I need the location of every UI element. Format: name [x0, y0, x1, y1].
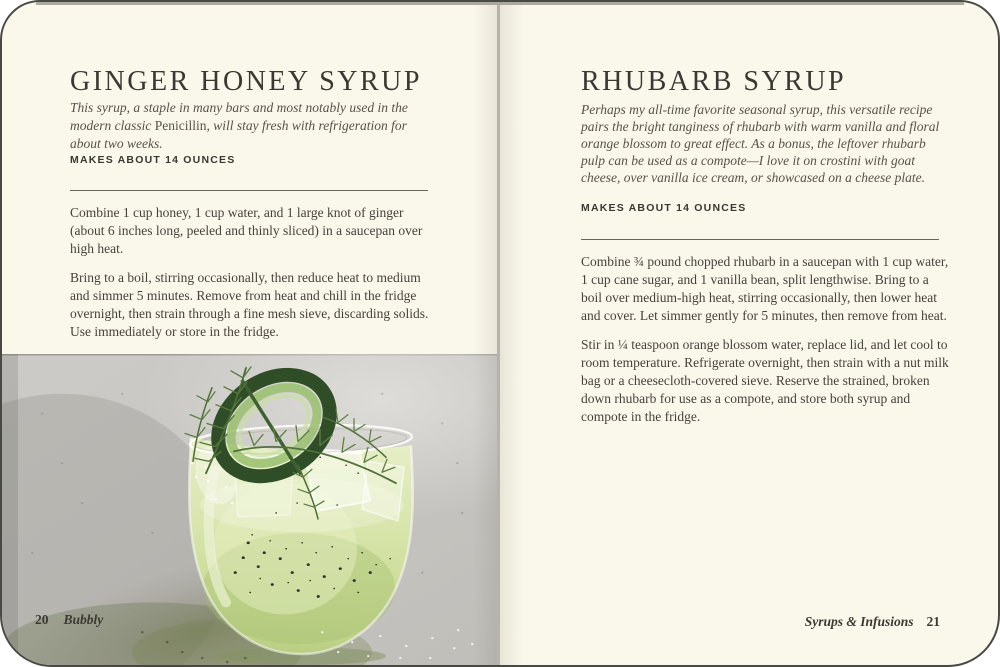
page-left [2, 2, 497, 665]
divider-rule [581, 239, 939, 240]
recipe-steps [70, 204, 440, 341]
book-spine [497, 2, 500, 665]
yield-label: MAKES ABOUT 14 OUNCES [581, 202, 747, 214]
step-paragraph: Stir in ¼ teaspoon orange blossom water, replace lid, and let cool to room temperature. Refrigerate overnight, then strain with a nut milk bag or a cheesecloth-covered sieve. Reserve the strained, broken down rhubarb for use as a compote, and store both syrup and compote in the fridge. [581, 337, 949, 424]
recipe-intro [70, 99, 436, 153]
page-number: 20 [35, 612, 49, 627]
recipe-steps [581, 253, 951, 426]
section-name: Bubbly [63, 612, 104, 627]
right-page-folio [805, 614, 940, 630]
recipe-title-rhubarb-syrup: RHUBARB SYRUP [581, 66, 847, 97]
step-paragraph: Combine ¾ pound chopped rhubarb in a saucepan with 1 cup water, 1 cup cane sugar, and 1 vanilla bean, split lengthwise. Bring to a boil over medium-high heat, stirring occasionally, then lower heat and cover. Let simmer gently for 5 minutes, then remove from heat. [581, 254, 949, 323]
intro-highlight-penicillin: Penicillin [154, 118, 207, 133]
step-paragraph: Bring to a boil, stirring occasionally, then reduce heat to medium and simmer 5 minutes. Remove from heat and chill in the fridge overnight, then strain through a fine mesh sieve, discarding solids. Use immediately or store in the fridge. [70, 270, 429, 339]
recipe-intro: Perhaps my all-time favorite seasonal syrup, this versatile recipe pairs the bright tanginess of rhubarb with warm vanilla and floral orange blossom to great effect. As a bonus, the leftover rhubarb pulp can be used as a compote—I love it on crostini with goat cheese, over vanilla ice cream, or showcased on a cheese plate. [581, 102, 940, 185]
step-paragraph: Combine 1 cup honey, 1 cup water, and 1 large knot of ginger (about 6 inches long, peeled and thinly sliced) in a saucepan over high heat. [70, 205, 423, 256]
yield-label: MAKES ABOUT 14 OUNCES [70, 154, 236, 166]
section-name: Syrups & Infusions [804, 614, 914, 629]
intro-text: This syrup, a staple in many bars and most notably used in the modern classic [70, 100, 408, 133]
recipe-title-ginger-honey-syrup: GINGER HONEY SYRUP [70, 66, 422, 97]
page-number: 21 [926, 614, 940, 629]
book-top-edge [36, 2, 964, 5]
divider-rule [70, 190, 428, 191]
left-page-folio [35, 612, 103, 628]
page-right [503, 2, 998, 665]
intro-text-tail: , will stay fresh with refrigeration for about two weeks. [70, 118, 407, 151]
